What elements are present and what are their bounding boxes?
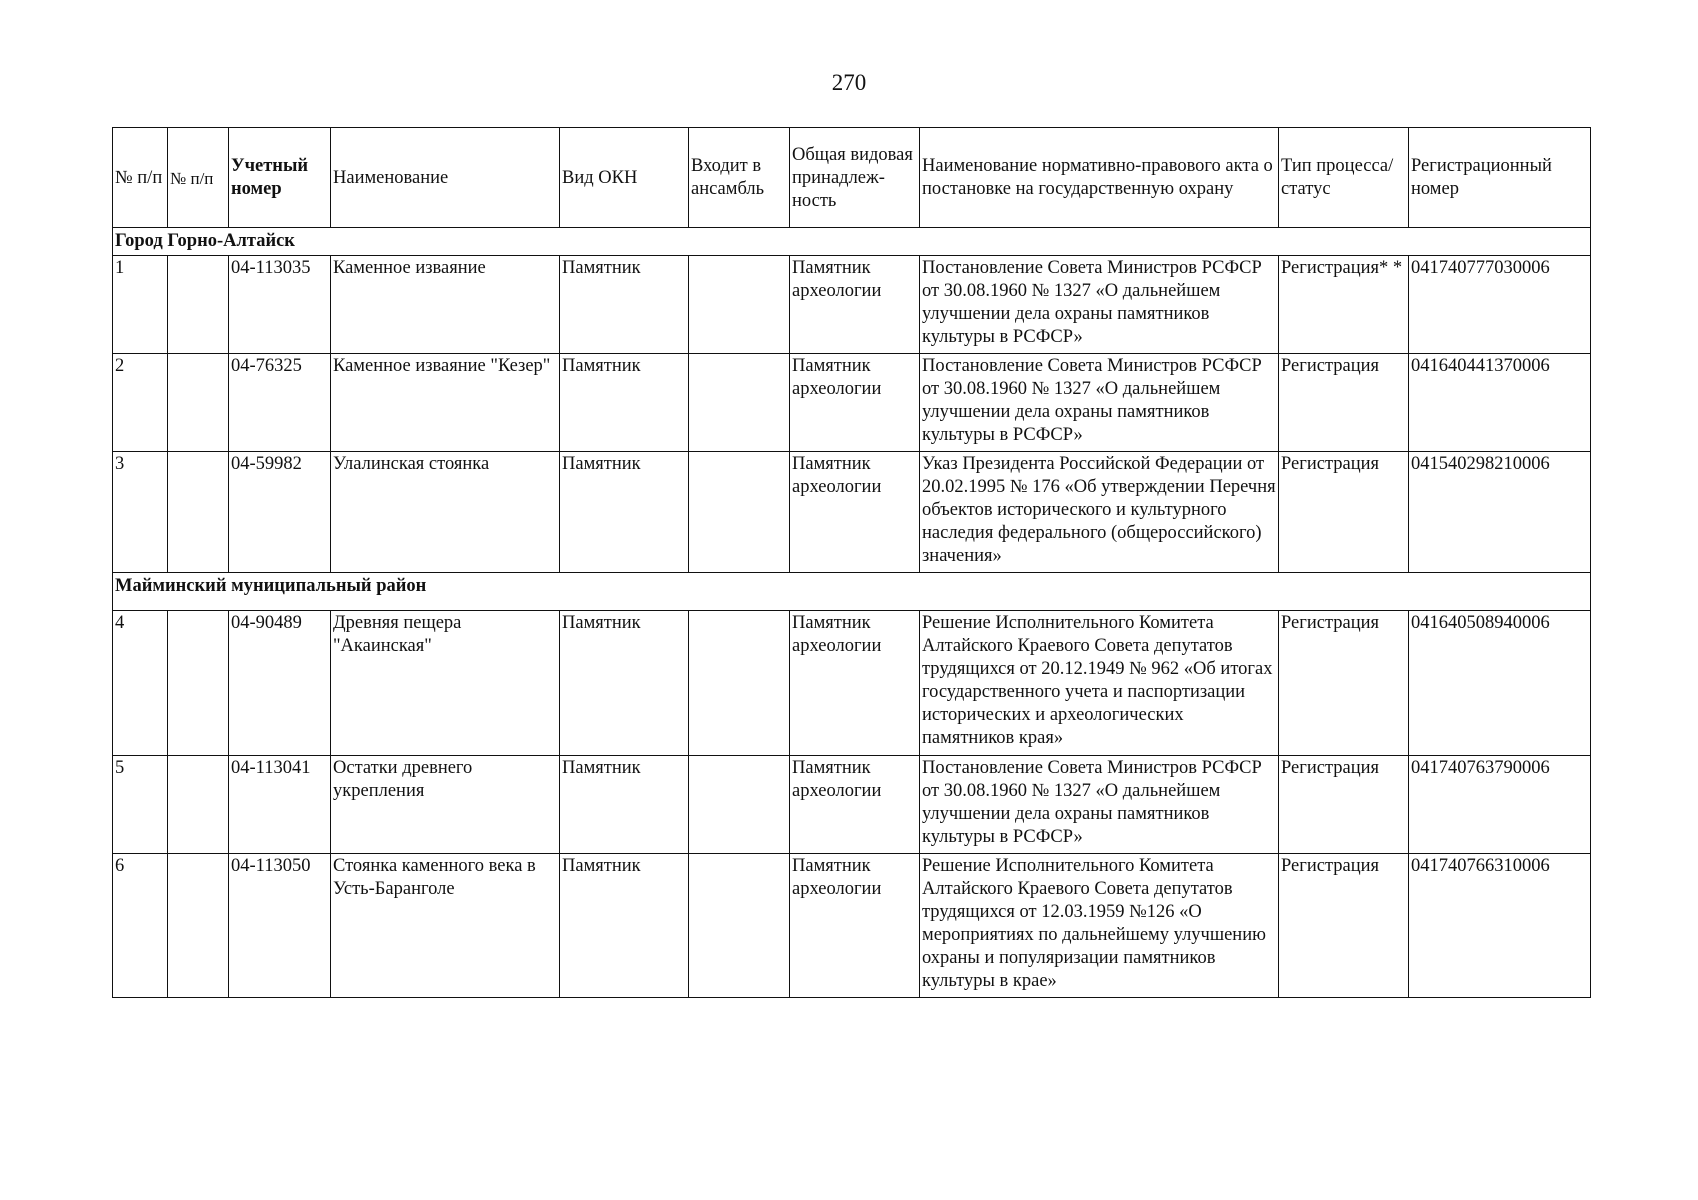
cell-okn-type: Памятник (560, 354, 689, 452)
cell-in-ensemble (689, 854, 790, 998)
cell-general-type: Памятник археологии (790, 756, 920, 854)
table-row (113, 452, 1591, 573)
table-row (113, 354, 1591, 452)
cell-registration-number: 041640441370006 (1409, 354, 1591, 452)
cell-number-2 (168, 452, 229, 573)
cell-process-status: Регистрация (1279, 452, 1409, 573)
cell-in-ensemble (689, 452, 790, 573)
cell-in-ensemble (689, 256, 790, 354)
cell-registration-number: 041740777030006 (1409, 256, 1591, 354)
cell-general-type: Памятник археологии (790, 854, 920, 998)
cell-in-ensemble (689, 756, 790, 854)
cell-okn-type: Памятник (560, 256, 689, 354)
cell-number: 6 (113, 854, 168, 998)
cell-accounting-number: 04-59982 (229, 452, 331, 573)
cell-in-ensemble (689, 611, 790, 756)
header-process-status: Тип процесса/ статус (1279, 128, 1409, 228)
header-act: Наименование нормативно-правового акта о постановке на государственную охрану (920, 128, 1279, 228)
cell-number: 1 (113, 256, 168, 354)
cell-number-2 (168, 611, 229, 756)
table-header-row (113, 128, 1591, 228)
cell-process-status: Регистрация (1279, 354, 1409, 452)
header-name: Наименование (331, 128, 560, 228)
cell-general-type: Памятник археологии (790, 452, 920, 573)
header-okn-type: Вид ОКН (560, 128, 689, 228)
cell-name: Улалинская стоянка (331, 452, 560, 573)
cell-accounting-number: 04-90489 (229, 611, 331, 756)
cell-okn-type: Памятник (560, 452, 689, 573)
cell-registration-number: 041740763790006 (1409, 756, 1591, 854)
cell-name: Каменное изваяние "Кезер" (331, 354, 560, 452)
cell-okn-type: Памятник (560, 756, 689, 854)
cell-process-status: Регистрация (1279, 611, 1409, 756)
cell-registration-number: 041640508940006 (1409, 611, 1591, 756)
section-title: Майминский муниципальный район (113, 573, 1591, 611)
section-row (113, 573, 1591, 611)
table-row (113, 854, 1591, 998)
section-row (113, 228, 1591, 256)
header-number-2: № п/п (168, 128, 229, 228)
cell-process-status: Регистрация (1279, 756, 1409, 854)
cell-number: 5 (113, 756, 168, 854)
section-title: Город Горно-Алтайск (113, 228, 1591, 256)
cell-name: Древняя пещера "Акаинская" (331, 611, 560, 756)
cell-number: 4 (113, 611, 168, 756)
cell-number: 3 (113, 452, 168, 573)
cell-name: Каменное изваяние (331, 256, 560, 354)
cell-accounting-number: 04-113041 (229, 756, 331, 854)
cell-registration-number: 041740766310006 (1409, 854, 1591, 998)
cell-name: Остатки древнего укрепления (331, 756, 560, 854)
page-number: 270 (831, 70, 867, 95)
cell-number-2 (168, 854, 229, 998)
header-in-ensemble: Входит в ансамбль (689, 128, 790, 228)
table-row (113, 756, 1591, 854)
cell-in-ensemble (689, 354, 790, 452)
header-general-type: Общая видовая принадлеж-ность (790, 128, 920, 228)
heritage-registry-table (112, 127, 1591, 998)
cell-okn-type: Памятник (560, 854, 689, 998)
cell-general-type: Памятник археологии (790, 354, 920, 452)
cell-number-2 (168, 756, 229, 854)
cell-name: Стоянка каменного века в Усть-Баранголе (331, 854, 560, 998)
cell-act: Постановление Совета Министров РСФСР от 30.08.1960 № 1327 «О дальнейшем улучшении дела охраны памятников культуры в РСФСР» (920, 354, 1279, 452)
cell-number-2 (168, 256, 229, 354)
header-number: № п/п (113, 128, 168, 228)
table-row (113, 611, 1591, 756)
table-row (113, 256, 1591, 354)
header-registration-number: Регистрационный номер (1409, 128, 1591, 228)
cell-general-type: Памятник археологии (790, 611, 920, 756)
cell-act: Постановление Совета Министров РСФСР от 30.08.1960 № 1327 «О дальнейшем улучшении дела охраны памятников культуры в РСФСР» (920, 256, 1279, 354)
cell-registration-number: 041540298210006 (1409, 452, 1591, 573)
cell-number-2 (168, 354, 229, 452)
cell-act: Решение Исполнительного Комитета Алтайского Краевого Совета депутатов трудящихся от 20.12.1949 № 962 «Об итогах государственного учета и паспортизации исторических и археологических памятников края» (920, 611, 1279, 756)
cell-accounting-number: 04-76325 (229, 354, 331, 452)
header-accounting-number: Учетный номер (229, 128, 331, 228)
cell-act: Решение Исполнительного Комитета Алтайского Краевого Совета депутатов трудящихся от 12.03.1959 №126 «О мероприятиях по дальнейшему улучшению охраны и популяризации памятников культуры в крае» (920, 854, 1279, 998)
cell-number: 2 (113, 354, 168, 452)
cell-act: Указ Президента Российской Федерации от 20.02.1995 № 176 «Об утверждении Перечня объектов исторического и культурного наследия федерального (общероссийского) значения» (920, 452, 1279, 573)
cell-accounting-number: 04-113035 (229, 256, 331, 354)
cell-general-type: Памятник археологии (790, 256, 920, 354)
cell-accounting-number: 04-113050 (229, 854, 331, 998)
cell-act: Постановление Совета Министров РСФСР от 30.08.1960 № 1327 «О дальнейшем улучшении дела охраны памятников культуры в РСФСР» (920, 756, 1279, 854)
cell-okn-type: Памятник (560, 611, 689, 756)
cell-process-status: Регистрация* * (1279, 256, 1409, 354)
cell-process-status: Регистрация (1279, 854, 1409, 998)
